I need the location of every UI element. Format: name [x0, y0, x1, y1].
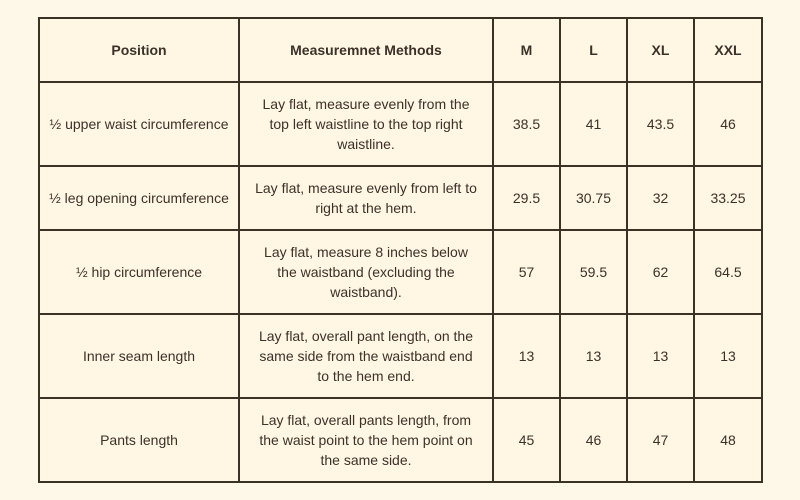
size-xxl-cell: 33.25: [694, 166, 762, 230]
size-xl-cell: 62: [627, 230, 694, 314]
method-cell: Lay flat, measure evenly from left to right at the hem.: [239, 166, 493, 230]
header-size-xl: XL: [627, 18, 694, 82]
header-position: Position: [39, 18, 239, 82]
header-size-xxl: XXL: [694, 18, 762, 82]
position-cell: ½ leg opening circumference: [39, 166, 239, 230]
size-chart-table: [38, 17, 763, 483]
size-l-cell: 30.75: [560, 166, 627, 230]
size-xxl-cell: 48: [694, 398, 762, 482]
size-xl-cell: 13: [627, 314, 694, 398]
table-row: [39, 230, 762, 314]
size-l-cell: 46: [560, 398, 627, 482]
size-m-cell: 38.5: [493, 82, 560, 166]
position-cell: Inner seam length: [39, 314, 239, 398]
size-xxl-cell: 46: [694, 82, 762, 166]
size-l-cell: 59.5: [560, 230, 627, 314]
header-size-l: L: [560, 18, 627, 82]
size-m-cell: 29.5: [493, 166, 560, 230]
method-cell: Lay flat, overall pant length, on the same side from the waistband end to the hem end.: [239, 314, 493, 398]
table-row: [39, 82, 762, 166]
table-row: [39, 398, 762, 482]
size-xl-cell: 32: [627, 166, 694, 230]
position-cell: ½ upper waist circumference: [39, 82, 239, 166]
size-xl-cell: 47: [627, 398, 694, 482]
method-cell: Lay flat, measure 8 inches below the waistband (excluding the waistband).: [239, 230, 493, 314]
table-row: [39, 314, 762, 398]
size-xl-cell: 43.5: [627, 82, 694, 166]
header-size-m: M: [493, 18, 560, 82]
method-cell: Lay flat, measure evenly from the top left waistline to the top right waistline.: [239, 82, 493, 166]
method-cell: Lay flat, overall pants length, from the waist point to the hem point on the same side.: [239, 398, 493, 482]
table-row: [39, 166, 762, 230]
position-cell: Pants length: [39, 398, 239, 482]
size-l-cell: 13: [560, 314, 627, 398]
header-measurement-methods: Measuremnet Methods: [239, 18, 493, 82]
position-cell: ½ hip circumference: [39, 230, 239, 314]
size-l-cell: 41: [560, 82, 627, 166]
size-m-cell: 57: [493, 230, 560, 314]
header-row: [39, 18, 762, 82]
size-xxl-cell: 64.5: [694, 230, 762, 314]
size-xxl-cell: 13: [694, 314, 762, 398]
size-m-cell: 13: [493, 314, 560, 398]
size-m-cell: 45: [493, 398, 560, 482]
